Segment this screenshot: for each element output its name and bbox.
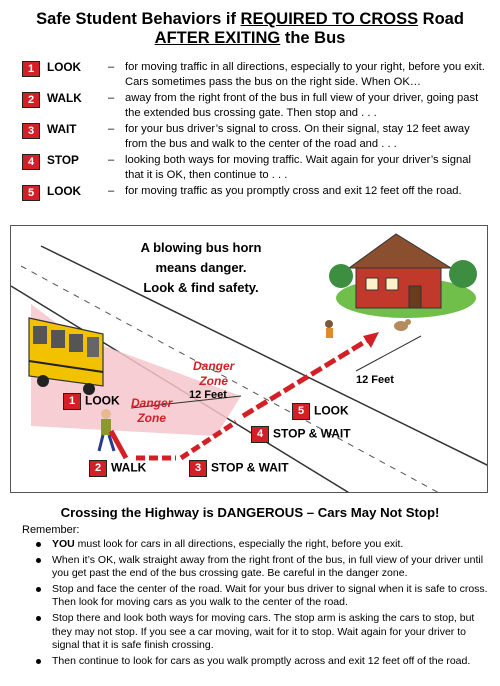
distance-label: 12 Feet (356, 374, 394, 386)
step-dash: – (108, 123, 115, 135)
step-dash: – (108, 61, 115, 73)
step-number-badge: 1 (22, 61, 40, 77)
step-1 (22, 60, 492, 90)
step-3-stop-wait-label: 3 STOP & WAIT (189, 460, 289, 477)
list-item: Then continue to look for cars as you walk promptly across and exit 12 feet off of the road. (30, 655, 492, 669)
highway-warning-heading: Crossing the Highway is DANGEROUS – Cars May Not Stop! (60, 505, 440, 520)
step-keyword: WAIT (47, 122, 77, 136)
step-text: away from the right front of the bus in full view of your driver, going past the extended bus crossing gate. Then stop and . . . (125, 92, 479, 119)
title-line-1: Safe Student Behaviors if REQUIRED TO CROSS Road (36, 10, 464, 28)
list-item: When it’s OK, walk straight away from the right front of the bus, in full view of your driver until you get past the end of the bus crossing gate. Be careful in the danger zone. (30, 554, 492, 581)
step-text: for moving traffic in all directions, especially to your right, before you exit. Cars sometimes pass the bus on the right side. When OK… (125, 61, 485, 88)
danger-zone-label: Danger Zone (131, 396, 173, 425)
list-item: Stop and face the center of the road. Wait for your bus driver to signal when it is safe to cross. Then look for moving cars as you walk to the center of the road. (30, 583, 492, 610)
step-text: looking both ways for moving traffic. Wait again for your driver’s signal that it is OK, then continue to . . . (125, 154, 471, 181)
step-dash: – (108, 185, 115, 197)
list-item: YOU must look for cars in all directions, especially the right, before you exit. (30, 538, 492, 552)
step-keyword: STOP (47, 153, 79, 167)
step-5 (22, 184, 492, 199)
step-5-look-label: 5 LOOK (292, 403, 349, 420)
step-2 (22, 91, 492, 121)
title-line-2: AFTER EXITING the Bus (154, 29, 346, 47)
page-title (0, 10, 500, 48)
step-keyword: LOOK (47, 184, 82, 198)
step-number-badge: 2 (22, 92, 40, 108)
step-text: for moving traffic as you promptly cross and exit 12 feet off the road. (125, 185, 462, 197)
step-1-look-label: 1 LOOK (63, 393, 120, 410)
distance-label: 12 Feet (189, 389, 227, 401)
step-number-badge: 3 (22, 123, 40, 139)
step-dash: – (108, 92, 115, 104)
step-keyword: LOOK (47, 60, 82, 74)
step-4-stop-wait-label: 4 STOP & WAIT (251, 426, 351, 443)
step-4 (22, 153, 492, 183)
remember-list (30, 538, 492, 670)
step-number-badge: 4 (22, 154, 40, 170)
bus-horn-warning: A blowing bus horn means danger. Look & find safety. (140, 240, 262, 295)
list-item: Stop there and look both ways for moving cars. The stop arm is asking the cars to stop, but they may not stop. If you see a car moving, wait for it to stop. Wait again for your driver to signal that it is safe finish crossing. (30, 612, 492, 653)
steps-list (22, 60, 492, 200)
step-dash: – (108, 154, 115, 166)
step-text: for your bus driver’s signal to cross. On their signal, stay 12 feet away from the bus and walk to the center of the road and . . . (125, 123, 470, 150)
step-keyword: WALK (47, 91, 82, 105)
house-icon (329, 234, 477, 318)
step-3 (22, 122, 492, 152)
step-2-walk-label: 2 WALK (89, 460, 146, 477)
remember-label: Remember: (22, 524, 80, 536)
distance-arrow (356, 336, 421, 371)
crossing-diagram (10, 225, 488, 493)
danger-zone-label: Danger Zone (193, 359, 235, 388)
step-number-badge: 5 (22, 185, 40, 201)
